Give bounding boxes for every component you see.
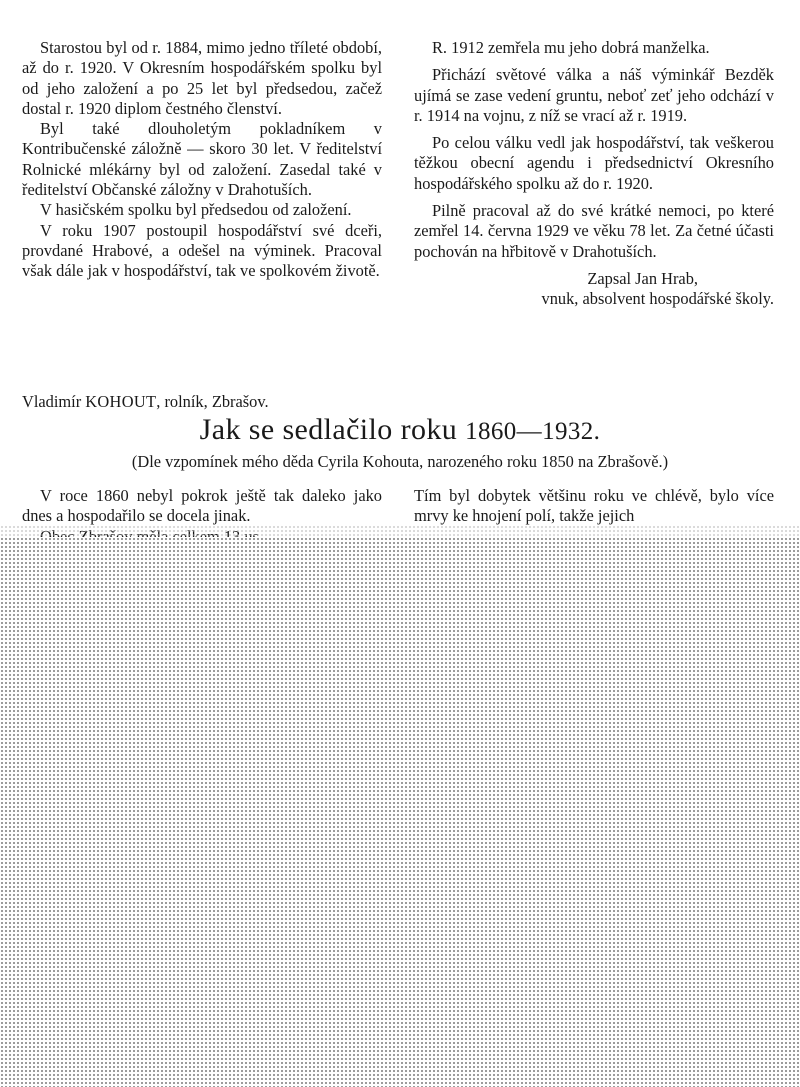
paragraph: Pilně pracoval až do své krátké nemoci, po které zemřel 14. června 1929 ve věku 78 let. Za četné účasti pochován na hřbitově v Drahotuších. (414, 201, 774, 261)
top-left-column (22, 38, 382, 282)
paragraph: Přichází světové válka a náš výminkář Bezděk ujímá se zase vedení gruntu, neboť zeť jeho odchází v r. 1914 na vojnu, z níž se vrací až r. 1919. (414, 65, 774, 125)
paragraph: Po celou válku vedl jak hospodářství, tak veškerou těžkou obecní agendu i předsednictví Okresního hospodářského spolku až do r. 1920. (414, 133, 774, 193)
bottom-right-column (414, 486, 774, 527)
signature-name: Zapsal Jan Hrab, (587, 268, 698, 288)
paragraph: Tím byl dobytek většinu roku ve chlévě, bylo více mrvy ke hnojení polí, takže jejich (414, 486, 774, 526)
title-text: Jak se sedlačilo roku (199, 413, 466, 446)
redaction-mask (0, 537, 800, 1087)
paragraph: Byl také dlouholetým pokladníkem v Kontribučenské záložně — skoro 30 let. V ředitelství Rolnické mlékárny byl od založení. Zasedal také v ředitelství Občanské záložny v Drahotuších. (22, 119, 382, 200)
article-title (0, 410, 800, 452)
author-first-name: Vladimír (22, 392, 86, 411)
title-years: 1860—1932. (465, 418, 601, 445)
paragraph: Starostou byl od r. 1884, mimo jedno tříleté období, až do r. 1920. V Okresním hospodářském spolku byl od jeho založení a po 25 let byl předsedou, začež dostal r. 1920 diplom čestného členství. (22, 38, 382, 118)
article-subtitle: (Dle vzpomínek mého děda Cyrila Kohouta, narozeného roku 1850 na Zbrašově.) (131, 452, 669, 471)
paragraph: V roce 1860 nebyl pokrok ještě tak daleko jako dnes a hospodařilo se docela jinak. (22, 486, 382, 526)
author-surname: KOHOUT (85, 392, 157, 411)
author-byline (22, 392, 522, 412)
paragraph: V hasičském spolku byl předsedou od založení. (40, 200, 352, 220)
paragraph: V roku 1907 postoupil hospodářství své dceři, provdané Hrabové, a odešel na výminek. Pracoval však dále jak v hospodářství, tak ve spolkovém životě. (22, 220, 382, 281)
author-description: , rolník, Zbrašov. (156, 392, 269, 411)
paragraph: R. 1912 zemřela mu jeho dobrá manželka. (432, 38, 710, 57)
signature-title: vnuk, absolvent hospodářské školy. (541, 289, 774, 309)
top-right-column (414, 38, 774, 310)
